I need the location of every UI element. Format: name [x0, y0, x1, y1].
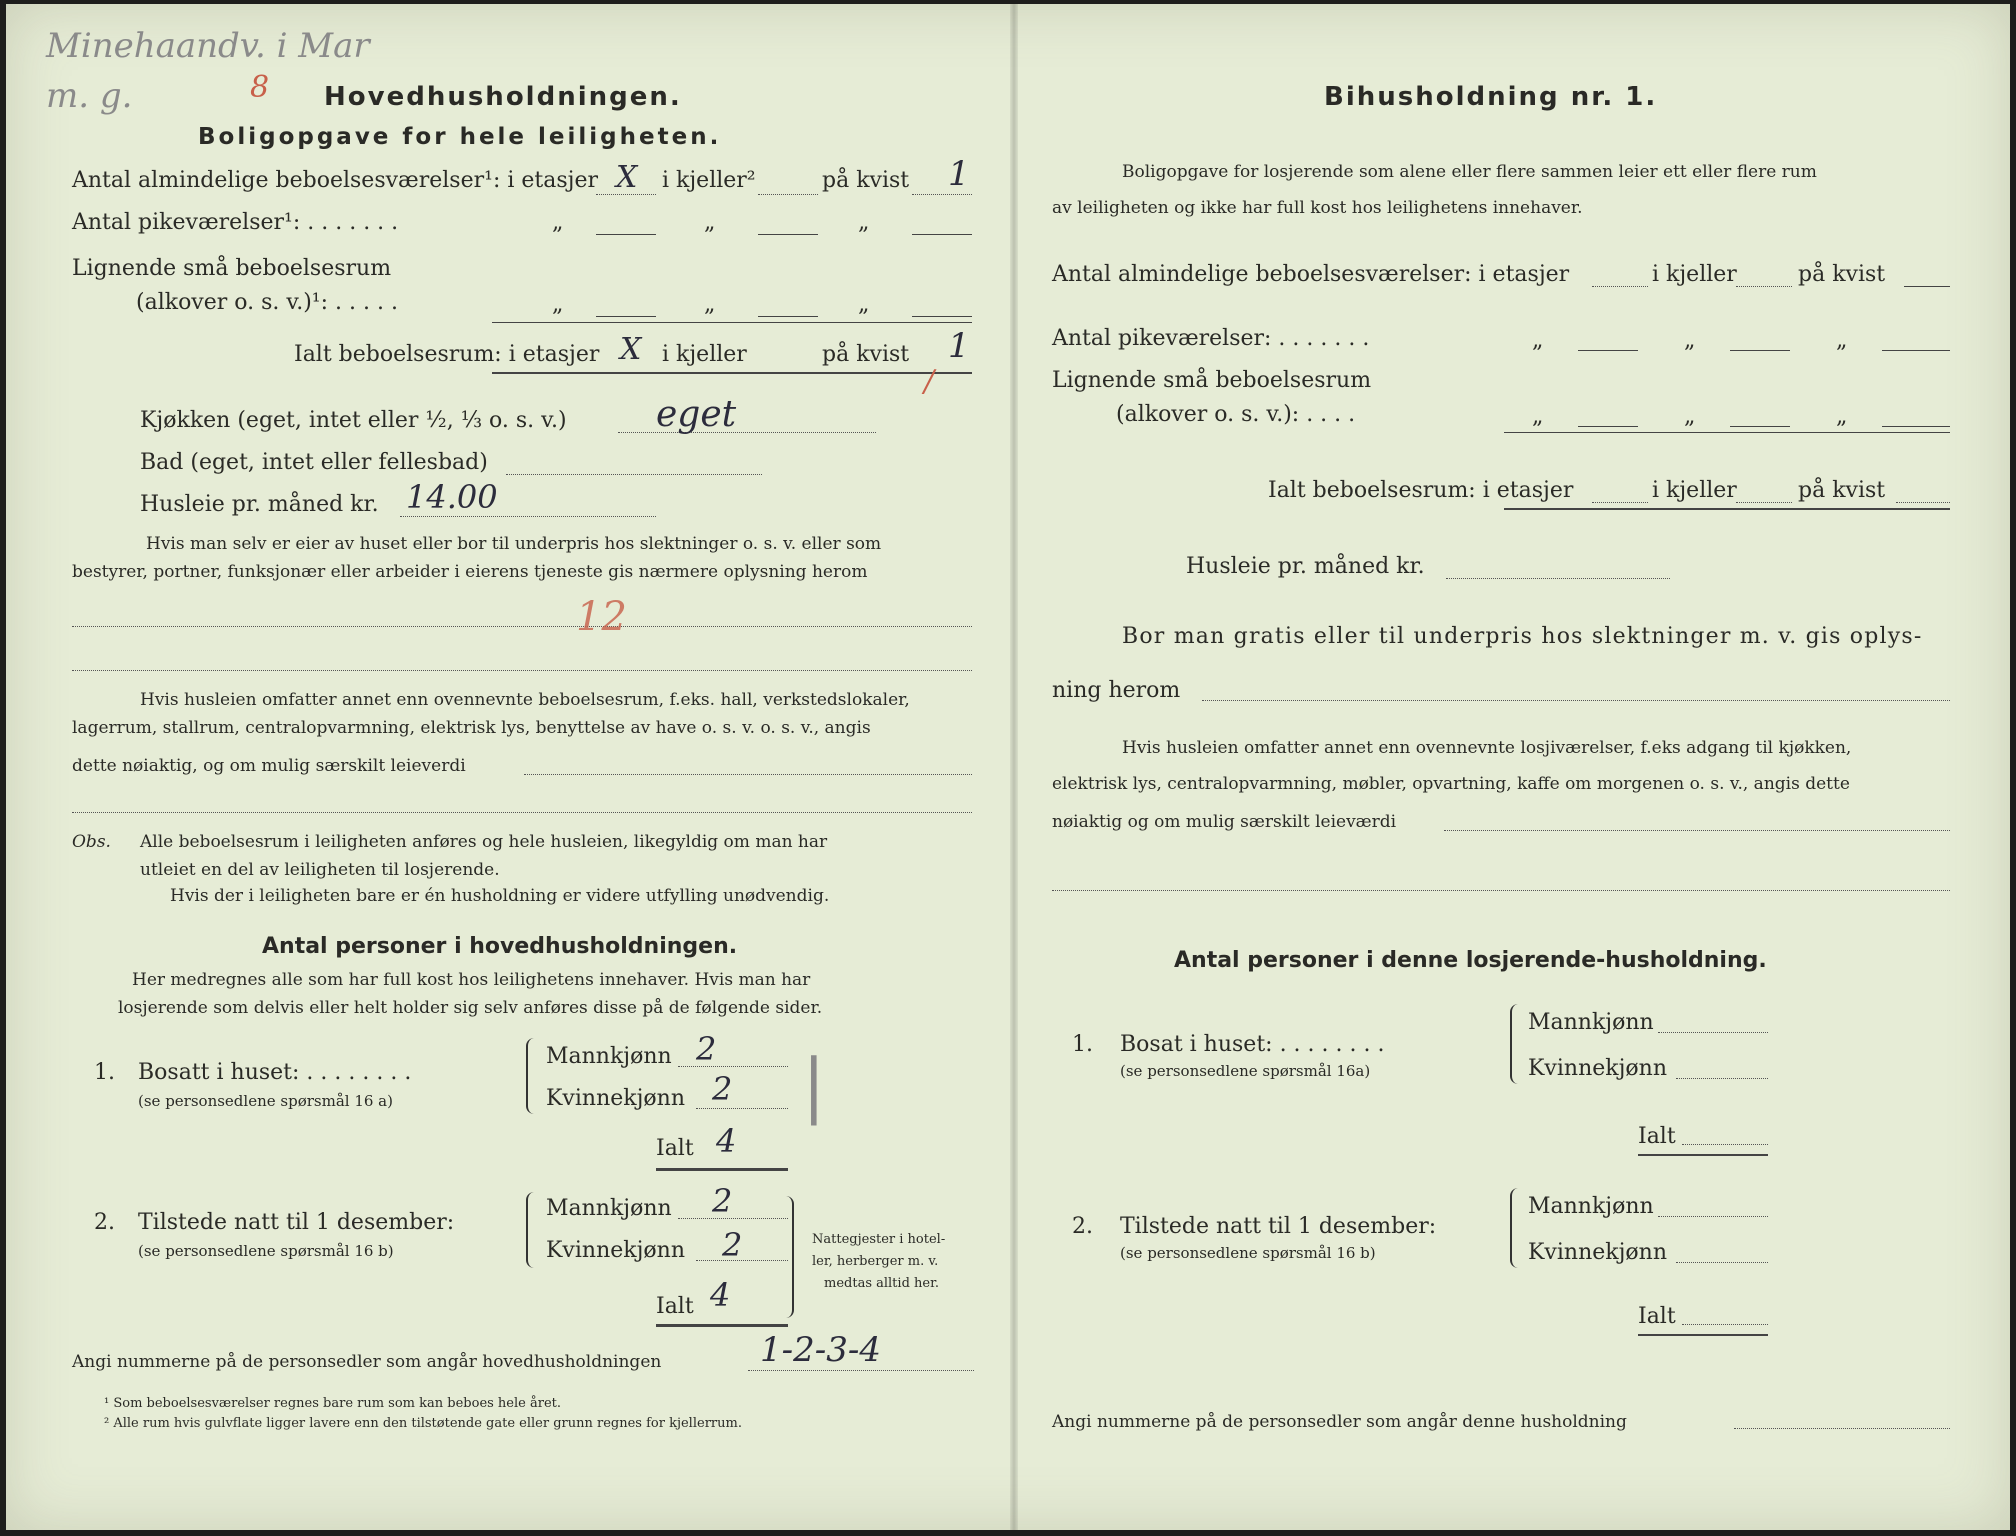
left-footnote-1: ¹ Som beboelsesværelser regnes bare rum som kan beboes hele året.: [104, 1396, 561, 1411]
right-tilstede-label: Tilstede natt til 1 desember:: [1120, 1214, 1437, 1239]
left-tilstede-mann-value: 2: [712, 1182, 733, 1220]
left-rooms-kjeller-label: i kjeller²: [662, 168, 756, 193]
right-rooms-kvist-label: på kvist: [1798, 262, 1886, 287]
left-tilstede-label: Tilstede natt til 1 desember:: [138, 1210, 455, 1235]
left-kjokken-label: Kjøkken (eget, intet eller ½, ⅓ o. s. v.): [140, 408, 567, 433]
right-bosat-kvinne-label: Kvinnekjønn: [1528, 1056, 1667, 1081]
right-tilstede-kvinne-label: Kvinnekjønn: [1528, 1240, 1667, 1265]
left-persons-text2: losjerende som delvis eller helt holder sig selv anføres disse på de følgende sider.: [118, 998, 823, 1018]
right-omfatter-text1: Hvis husleien omfatter annet enn ovennevnte losjiværelser, f.eks adgang til kjøkken,: [1122, 738, 1852, 758]
left-footnote-2: ² Alle rum hvis gulvflate ligger lavere enn den tilstøtende gate eller grunn regnes for kjellerrum.: [104, 1416, 742, 1431]
left-obs-text1: Alle beboelsesrum i leiligheten anføres og hele husleien, likegyldig om man har: [140, 832, 828, 852]
right-intro1: Boligopgave for losjerende som alene eller flere sammen leier ett eller flere rum: [1122, 162, 1817, 182]
right-bosat-num: 1.: [1072, 1032, 1093, 1057]
ditto-mark: „: [858, 292, 870, 317]
right-pike-label: Antal pikeværelser: . . . . . . .: [1052, 326, 1370, 351]
left-bosatt-num: 1.: [94, 1060, 115, 1085]
left-husleie-label: Husleie pr. måned kr.: [140, 492, 379, 517]
left-persons-text1: Her medregnes alle som har full kost hos leilighetens innehaver. Hvis man har: [132, 970, 811, 990]
left-husleie-value: 14.00: [406, 478, 498, 516]
left-nattegjester-1: Nattegjester i hotel-: [812, 1232, 946, 1247]
right-persons-title: Antal personer i denne losjerende-husholdning.: [1174, 948, 1767, 973]
right-intro2: av leiligheten og ikke har full kost hos leilighetens innehaver.: [1052, 198, 1583, 218]
right-ialt-kjeller-label: i kjeller: [1652, 478, 1737, 503]
pencil-check: |: [802, 1044, 826, 1126]
right-title: Bihusholdning nr. 1.: [1324, 82, 1658, 112]
left-ialt-kvist-label: på kvist: [822, 342, 910, 367]
ditto-mark: „: [552, 210, 564, 235]
right-rooms-label: Antal almindelige beboelsesværelser: i etasjer: [1052, 262, 1570, 287]
left-subtitle: Boligopgave for hele leiligheten.: [198, 124, 722, 150]
left-title: Hovedhusholdningen.: [324, 82, 682, 112]
left-tilstede-num: 2.: [94, 1210, 115, 1235]
left-bosatt-kvinne-label: Kvinnekjønn: [546, 1086, 685, 1111]
left-rooms-kvist-label: på kvist: [822, 168, 910, 193]
left-nattegjester-3: medtas alltid her.: [824, 1276, 940, 1291]
left-bosatt-mann-value: 2: [696, 1030, 717, 1068]
left-tilstede-kvinne-label: Kvinnekjønn: [546, 1238, 685, 1263]
right-husleie-label: Husleie pr. måned kr.: [1186, 554, 1425, 579]
pencil-note-line2: m. g.: [46, 76, 133, 116]
right-ialt-label: Ialt beboelsesrum: i etasjer: [1268, 478, 1574, 503]
ditto-mark: „: [1684, 404, 1696, 429]
red-number-mark: 12: [576, 594, 627, 640]
left-angi-label: Angi nummerne på de personsedler som angår hovedhusholdningen: [72, 1352, 662, 1372]
left-obs-label: Obs.: [72, 832, 111, 852]
ditto-mark: „: [858, 210, 870, 235]
right-bosat-mann-label: Mannkjønn: [1528, 1010, 1654, 1035]
left-lign-label1: Lignende små beboelsesrum: [72, 256, 392, 281]
red-check-mark: /: [924, 364, 935, 399]
ditto-mark: „: [1836, 404, 1848, 429]
ditto-mark: „: [704, 210, 716, 235]
left-kjokken-value: eget: [656, 394, 737, 435]
left-bosatt-mann-label: Mannkjønn: [546, 1044, 672, 1069]
left-eier-text1: Hvis man selv er eier av huset eller bor til underpris hos slektninger o. s. v. eller som: [146, 534, 882, 554]
right-tilstede-mann-label: Mannkjønn: [1528, 1194, 1654, 1219]
right-angi-label: Angi nummerne på de personsedler som angår denne husholdning: [1052, 1412, 1627, 1432]
right-omfatter-text3: nøiaktig og om mulig særskilt leieværdi: [1052, 812, 1397, 832]
left-omfatter-text3: dette nøiaktig, og om mulig særskilt leieverdi: [72, 756, 466, 776]
left-obs-text2: utleiet en del av leiligheten til losjerende.: [140, 860, 500, 880]
right-bosat-ialt-label: Ialt: [1638, 1124, 1676, 1149]
right-tilstede-ref: (se personsedlene spørsmål 16 b): [1120, 1244, 1376, 1262]
left-nattegjester-2: ler, herberger m. v.: [812, 1254, 939, 1269]
right-lign-label2: (alkover o. s. v.): . . . .: [1116, 402, 1356, 427]
right-lign-label1: Lignende små beboelsesrum: [1052, 368, 1372, 393]
left-tilstede-ialt-label: Ialt: [656, 1294, 694, 1319]
right-bosat-ref: (se personsedlene spørsmål 16a): [1120, 1062, 1371, 1080]
left-angi-value: 1-2-3-4: [760, 1330, 881, 1370]
left-tilstede-kvinne-value: 2: [722, 1226, 743, 1264]
left-tilstede-mann-label: Mannkjønn: [546, 1196, 672, 1221]
left-eier-text2: bestyrer, portner, funksjonær eller arbeider i eierens tjeneste gis nærmere oplysning herom: [72, 562, 868, 582]
right-tilstede-num: 2.: [1072, 1214, 1093, 1239]
left-rooms-label: Antal almindelige beboelsesværelser¹: i etasjer: [72, 168, 599, 193]
left-rooms-kvist-value: 1: [948, 154, 970, 194]
left-omfatter-text1: Hvis husleien omfatter annet enn ovennevnte beboelsesrum, f.eks. hall, verkstedslokaler,: [140, 690, 910, 710]
left-ialt-etasjer-value: X: [620, 332, 642, 367]
left-pike-label: Antal pikeværelser¹: . . . . . . .: [72, 210, 399, 235]
ditto-mark: „: [1684, 328, 1696, 353]
left-tilstede-ialt-value: 4: [710, 1276, 731, 1314]
left-obs-text3: Hvis der i leiligheten bare er én husholdning er videre utfylling unødvendig.: [170, 886, 830, 906]
left-ialt-kjeller-label: i kjeller: [662, 342, 747, 367]
left-bosatt-ialt-value: 4: [716, 1122, 737, 1160]
page-fold: [1010, 4, 1018, 1530]
left-bosatt-kvinne-value: 2: [712, 1070, 733, 1108]
left-bosatt-ref: (se personsedlene spørsmål 16 a): [138, 1092, 393, 1110]
left-bosatt-ialt-label: Ialt: [656, 1136, 694, 1161]
ditto-mark: „: [1836, 328, 1848, 353]
ditto-mark: „: [704, 292, 716, 317]
census-form-sheet: [6, 4, 2010, 1530]
left-tilstede-ref: (se personsedlene spørsmål 16 b): [138, 1242, 394, 1260]
left-persons-title: Antal personer i hovedhusholdningen.: [262, 934, 738, 959]
right-rooms-kjeller-label: i kjeller: [1652, 262, 1737, 287]
right-gratis-text1: Bor man gratis eller til underpris hos slektninger m. v. gis oplys-: [1122, 624, 1923, 649]
left-bosatt-label: Bosatt i huset: . . . . . . . .: [138, 1060, 412, 1085]
right-bosat-label: Bosat i huset: . . . . . . . .: [1120, 1032, 1385, 1057]
right-omfatter-text2: elektrisk lys, centralopvarmning, møbler, opvartning, kaffe om morgenen o. s. v., angis dette: [1052, 774, 1850, 794]
ditto-mark: „: [552, 292, 564, 317]
left-lign-label2: (alkover o. s. v.)¹: . . . . .: [136, 290, 398, 315]
pencil-note-line1: Minehaandv. i Mar: [46, 26, 370, 66]
left-omfatter-text2: lagerrum, stallrum, centralopvarmning, elektrisk lys, benyttelse av have o. s. v. o. s. v., angis: [72, 718, 871, 738]
left-bad-label: Bad (eget, intet eller fellesbad): [140, 450, 488, 475]
right-gratis-text2: ning herom: [1052, 678, 1181, 703]
left-ialt-kvist-value: 1: [948, 326, 970, 366]
ditto-mark: „: [1532, 404, 1544, 429]
left-ialt-label: Ialt beboelsesrum: i etasjer: [294, 342, 600, 367]
right-ialt-kvist-label: på kvist: [1798, 478, 1886, 503]
right-tilstede-ialt-label: Ialt: [1638, 1304, 1676, 1329]
left-rooms-etasjer-value: X: [616, 160, 638, 195]
pencil-number: 8: [250, 70, 270, 105]
ditto-mark: „: [1532, 328, 1544, 353]
